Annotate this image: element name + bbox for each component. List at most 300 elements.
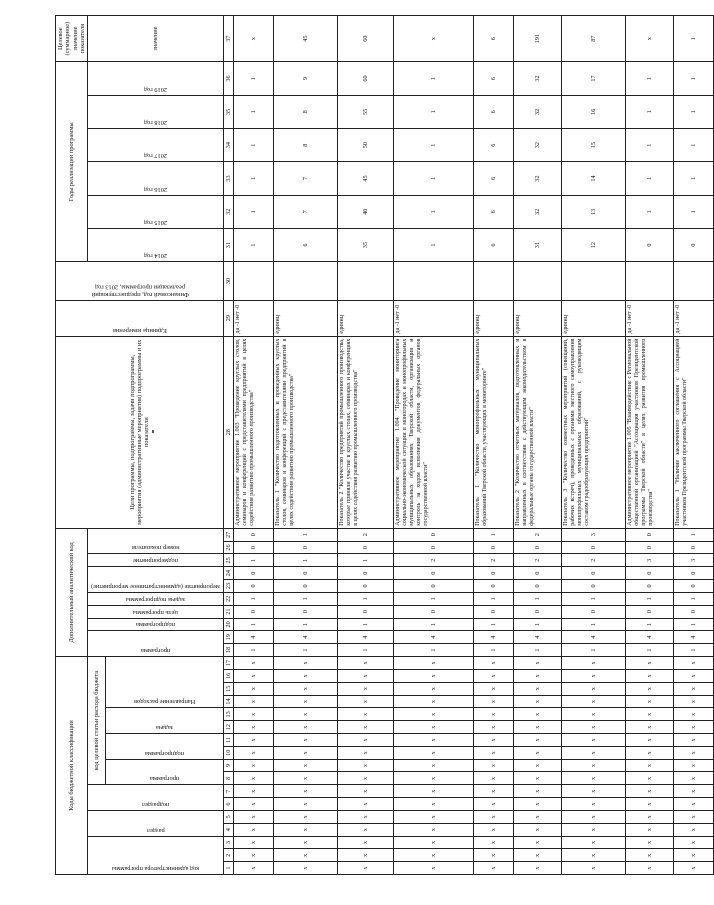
column-number: 16: [224, 670, 234, 683]
code-cell: x: [562, 772, 626, 785]
year-value-cell: 1: [674, 162, 714, 195]
header-unit: Единица измерения: [56, 300, 224, 336]
column-number: 18: [224, 644, 234, 657]
code-cell: 1: [674, 528, 714, 541]
code-cell: 0: [274, 567, 338, 580]
code-cell: x: [562, 810, 626, 823]
column-number: 17: [224, 656, 234, 669]
code-cell: x: [562, 682, 626, 695]
code-cell: x: [474, 798, 514, 811]
code-cell: 0: [626, 567, 674, 580]
code-cell: x: [338, 734, 394, 747]
code-cell: x: [562, 785, 626, 798]
header-goals: Цели программы, подпрограммы, задачи подпрограммы, мероприятия (административные мероприятия) подпрограммы и их показатели: [56, 336, 224, 528]
year-value-cell: 0: [674, 228, 714, 261]
code-cell: x: [474, 823, 514, 836]
code-cell: x: [674, 682, 714, 695]
code-cell: 0: [274, 541, 338, 554]
indicator-description: Административное мероприятие 1.003 "Проведение круглых столов, семинаров и конференций с представителями предприятий в целях содействия развитию промышленного производства": [234, 336, 274, 528]
code-cell: x: [274, 823, 338, 836]
column-number: 19: [224, 631, 234, 644]
code-cell: x: [394, 734, 474, 747]
column-number: 26: [224, 541, 234, 554]
code-cell: 0: [674, 567, 714, 580]
fin-year-cell: [674, 262, 714, 300]
code-cell: x: [674, 670, 714, 683]
year-value-cell: 1: [626, 195, 674, 228]
column-number: 33: [224, 162, 234, 195]
code-cell: 2: [394, 554, 474, 567]
column-number: 35: [224, 95, 234, 128]
code-cell: 0: [626, 605, 674, 618]
code-cell: x: [674, 746, 714, 759]
code-cell: 1: [474, 618, 514, 631]
code-cell: 1: [562, 644, 626, 657]
indicator-description: Административное мероприятие 1.004 "Проведение мониторинга социально-экономической ситуации в моногородах и монопрофильных муниципальных образованиях Тверской области, организация и контроль за ходом исполнения документов федеральных органов государственной власти": [394, 336, 474, 528]
code-cell: x: [338, 759, 394, 772]
table-row: [474, 16, 514, 875]
header-x-nomer: номер показателя: [88, 528, 224, 554]
code-cell: x: [234, 695, 274, 708]
year-value-cell: 1: [626, 62, 674, 95]
code-cell: x: [674, 734, 714, 747]
year-value-cell: 1: [674, 195, 714, 228]
code-cell: 2: [562, 554, 626, 567]
target-value-cell: x: [234, 16, 274, 62]
code-cell: x: [514, 708, 562, 721]
code-cell: 4: [562, 631, 626, 644]
code-cell: 1: [626, 644, 674, 657]
column-number: 5: [224, 810, 234, 823]
unit-cell: единиц: [562, 300, 626, 336]
code-cell: x: [474, 721, 514, 734]
code-cell: x: [474, 670, 514, 683]
code-cell: 2: [338, 528, 394, 541]
indicator-description: Показатель 3 "Количество совместных мероприятий (совещаний, рабочих встреч), проведенных с органами местного самоуправления монопрофильных муниципальных образований, с руководящим составом градообразующих предприятий": [562, 336, 626, 528]
table-row: [274, 16, 338, 875]
code-cell: x: [514, 721, 562, 734]
code-cell: x: [274, 746, 338, 759]
code-cell: 3: [674, 554, 714, 567]
code-cell: 1: [234, 618, 274, 631]
code-cell: x: [338, 823, 394, 836]
code-cell: x: [562, 708, 626, 721]
unit-cell: единиц: [514, 300, 562, 336]
fin-year-cell: [626, 262, 674, 300]
year-value-cell: 15: [562, 129, 626, 162]
code-cell: x: [338, 862, 394, 875]
code-cell: x: [514, 862, 562, 875]
year-value-cell: 6: [274, 228, 338, 261]
code-cell: x: [514, 785, 562, 798]
code-cell: 0: [562, 567, 626, 580]
code-cell: x: [474, 836, 514, 849]
code-cell: x: [474, 759, 514, 772]
code-cell: x: [626, 862, 674, 875]
code-cell: x: [514, 734, 562, 747]
code-cell: 1: [234, 592, 274, 605]
code-cell: x: [674, 823, 714, 836]
rotated-table-wrapper: [55, 15, 698, 875]
code-cell: 1: [274, 618, 338, 631]
year-value-cell: 32: [514, 62, 562, 95]
code-cell: x: [338, 785, 394, 798]
year-value-cell: 55: [338, 95, 394, 128]
code-cell: 1: [338, 554, 394, 567]
table-row: [338, 16, 394, 875]
code-cell: x: [394, 810, 474, 823]
header-cs-napr: Направление расходов: [106, 656, 224, 707]
code-cell: x: [338, 721, 394, 734]
code-cell: 1: [562, 592, 626, 605]
year-value-cell: 6: [474, 162, 514, 195]
year-value-cell: 32: [514, 195, 562, 228]
code-cell: x: [274, 682, 338, 695]
code-cell: 0: [514, 605, 562, 618]
unit-cell: да -1 нет -0: [674, 300, 714, 336]
header-year-3: 2016 год: [88, 162, 224, 195]
code-cell: x: [234, 810, 274, 823]
target-value-cell: 45: [274, 16, 338, 62]
code-cell: x: [274, 849, 338, 862]
code-cell: x: [234, 849, 274, 862]
header-podrazdel: подраздел: [88, 785, 224, 811]
code-cell: 0: [394, 528, 474, 541]
code-cell: 1: [674, 592, 714, 605]
code-cell: x: [674, 785, 714, 798]
year-value-cell: 1: [234, 195, 274, 228]
code-cell: x: [514, 798, 562, 811]
code-cell: x: [394, 682, 474, 695]
code-cell: x: [474, 734, 514, 747]
column-number: 21: [224, 605, 234, 618]
column-number: 29: [224, 300, 234, 336]
code-cell: 1: [394, 644, 474, 657]
year-value-cell: 6: [474, 129, 514, 162]
column-number: 30: [224, 262, 234, 300]
code-cell: x: [626, 746, 674, 759]
code-cell: x: [234, 656, 274, 669]
code-cell: 0: [338, 567, 394, 580]
indicator-description: Показатель 1 "Количество подготовленных и проведенных круглых столов, семинаров и конференций с представителями предприятий в целях содействия развитию промышленного производства": [274, 336, 338, 528]
code-cell: x: [674, 836, 714, 849]
code-cell: 0: [562, 580, 626, 593]
code-cell: 1: [514, 592, 562, 605]
fin-year-cell: [338, 262, 394, 300]
code-cell: 2: [514, 528, 562, 541]
code-cell: x: [674, 810, 714, 823]
code-cell: x: [234, 734, 274, 747]
column-number: 36: [224, 62, 234, 95]
code-cell: 1: [338, 644, 394, 657]
unit-cell: единиц: [338, 300, 394, 336]
year-value-cell: 1: [394, 228, 474, 261]
code-cell: x: [562, 759, 626, 772]
code-cell: 4: [626, 631, 674, 644]
code-cell: x: [274, 670, 338, 683]
code-cell: x: [562, 823, 626, 836]
code-cell: x: [674, 695, 714, 708]
year-value-cell: 1: [626, 129, 674, 162]
column-number: 34: [224, 129, 234, 162]
table-row: [674, 16, 714, 875]
code-cell: 0: [234, 580, 274, 593]
year-value-cell: 8: [274, 129, 338, 162]
unit-cell: единиц: [274, 300, 338, 336]
header-cs-podprog: подпрограмма: [106, 734, 224, 760]
year-value-cell: 1: [234, 129, 274, 162]
year-value-cell: 40: [338, 195, 394, 228]
target-value-cell: 87: [562, 16, 626, 62]
code-cell: x: [338, 849, 394, 862]
code-cell: x: [562, 836, 626, 849]
code-cell: x: [394, 836, 474, 849]
code-cell: 1: [338, 592, 394, 605]
code-cell: 0: [394, 567, 474, 580]
code-cell: x: [338, 836, 394, 849]
target-value-cell: 191: [514, 16, 562, 62]
code-cell: 2: [514, 554, 562, 567]
header-row-1: [56, 16, 88, 875]
code-cell: x: [394, 849, 474, 862]
code-cell: 0: [474, 580, 514, 593]
code-cell: x: [514, 682, 562, 695]
code-cell: x: [674, 772, 714, 785]
code-cell: x: [562, 862, 626, 875]
indicator-description: Показатель 1 "Наличие заключенного соглашения с Ассоциацией участников Президентской программы Тверской области": [674, 336, 714, 528]
code-cell: 4: [514, 631, 562, 644]
column-number: 37: [224, 16, 234, 62]
year-value-cell: 1: [234, 228, 274, 261]
code-cell: x: [338, 772, 394, 785]
indicator-description: Административное мероприятие 1.005 "Взаимодействие с Региональной общественной организацией "Ассоциация участников Президентской программы Тверской области" в целях развития промышленного производства": [626, 336, 674, 528]
column-number: 10: [224, 746, 234, 759]
header-extra-codes: Дополнительный аналитический код: [56, 528, 88, 656]
code-cell: 1: [626, 618, 674, 631]
code-cell: x: [234, 836, 274, 849]
header-years: Годы реализации программы: [56, 62, 88, 262]
year-value-cell: 6: [474, 195, 514, 228]
code-cell: x: [234, 670, 274, 683]
code-cell: x: [474, 746, 514, 759]
code-cell: x: [234, 772, 274, 785]
year-value-cell: 6: [474, 62, 514, 95]
code-cell: 0: [674, 605, 714, 618]
code-cell: 0: [626, 541, 674, 554]
code-cell: x: [626, 734, 674, 747]
year-value-cell: 6: [474, 228, 514, 261]
column-number: 2: [224, 849, 234, 862]
code-cell: x: [626, 759, 674, 772]
year-value-cell: 1: [626, 162, 674, 195]
code-cell: 1: [514, 618, 562, 631]
code-cell: x: [274, 798, 338, 811]
column-number: 32: [224, 195, 234, 228]
year-value-cell: 1: [394, 95, 474, 128]
header-cs-code: код целевой статьи расхода бюджета: [88, 656, 106, 784]
target-value-cell: 60: [338, 16, 394, 62]
code-cell: 1: [626, 592, 674, 605]
code-cell: x: [338, 708, 394, 721]
code-cell: x: [394, 823, 474, 836]
year-value-cell: 50: [338, 129, 394, 162]
indicator-description: Показатель 1 "Количество монопрофильных муниципальных образований Тверской области, участвующих в мониторинге": [474, 336, 514, 528]
column-number: 22: [224, 592, 234, 605]
code-cell: x: [626, 656, 674, 669]
code-cell: x: [514, 823, 562, 836]
year-value-cell: 0: [626, 228, 674, 261]
code-cell: 0: [394, 580, 474, 593]
code-cell: x: [274, 656, 338, 669]
code-cell: x: [394, 759, 474, 772]
header-target: Целевое (суммарное) значение показателя: [56, 16, 88, 62]
code-cell: x: [338, 670, 394, 683]
year-value-cell: 7: [274, 195, 338, 228]
header-year-5: 2018 год: [88, 95, 224, 128]
column-number: 12: [224, 721, 234, 734]
code-cell: 0: [274, 580, 338, 593]
code-cell: x: [274, 759, 338, 772]
column-number: 9: [224, 759, 234, 772]
code-cell: 1: [674, 618, 714, 631]
code-cell: x: [626, 798, 674, 811]
year-value-cell: 1: [394, 162, 474, 195]
column-numbers-row: [224, 16, 234, 875]
code-cell: x: [394, 785, 474, 798]
header-x-podprog: подпрограмма: [88, 618, 224, 631]
code-cell: x: [474, 708, 514, 721]
code-cell: 4: [474, 631, 514, 644]
code-cell: x: [674, 656, 714, 669]
column-number: 11: [224, 734, 234, 747]
code-cell: x: [274, 695, 338, 708]
column-number: 1: [224, 862, 234, 875]
code-cell: 1: [674, 644, 714, 657]
fin-year-cell: [234, 262, 274, 300]
code-cell: x: [394, 798, 474, 811]
header-year-1: 2014 год: [88, 228, 224, 261]
code-cell: 0: [474, 605, 514, 618]
code-cell: 0: [626, 580, 674, 593]
column-number: 13: [224, 708, 234, 721]
column-number: 14: [224, 695, 234, 708]
code-cell: 0: [474, 567, 514, 580]
code-cell: x: [234, 721, 274, 734]
code-cell: x: [338, 810, 394, 823]
code-cell: x: [274, 708, 338, 721]
code-cell: x: [394, 695, 474, 708]
code-cell: x: [474, 656, 514, 669]
year-value-cell: 32: [514, 162, 562, 195]
code-cell: x: [474, 785, 514, 798]
table-row: [394, 16, 474, 875]
code-cell: x: [626, 823, 674, 836]
code-cell: 0: [514, 567, 562, 580]
code-cell: x: [394, 772, 474, 785]
year-value-cell: 17: [562, 62, 626, 95]
year-value-cell: 1: [674, 95, 714, 128]
code-cell: 0: [626, 528, 674, 541]
code-cell: x: [514, 656, 562, 669]
code-cell: 0: [674, 580, 714, 593]
column-number: 31: [224, 228, 234, 261]
year-value-cell: 12: [562, 228, 626, 261]
fin-year-cell: [394, 262, 474, 300]
code-cell: x: [394, 708, 474, 721]
year-value-cell: 35: [338, 228, 394, 261]
code-cell: x: [338, 656, 394, 669]
code-cell: x: [514, 849, 562, 862]
table-row: [514, 16, 562, 875]
code-cell: x: [394, 746, 474, 759]
year-value-cell: 1: [234, 62, 274, 95]
code-cell: x: [674, 759, 714, 772]
code-cell: x: [514, 746, 562, 759]
code-cell: x: [674, 849, 714, 862]
code-cell: 4: [274, 631, 338, 644]
code-cell: 1: [234, 644, 274, 657]
year-value-cell: 13: [562, 195, 626, 228]
header-x-prog: программа: [88, 631, 224, 657]
target-value-cell: x: [394, 16, 474, 62]
year-value-cell: 60: [338, 62, 394, 95]
header-fin-year: Финансовый год, предшествующий реализации программы, 2013 год: [56, 262, 224, 300]
code-cell: x: [394, 862, 474, 875]
code-cell: x: [562, 849, 626, 862]
year-value-cell: 1: [674, 129, 714, 162]
year-value-cell: 1: [234, 95, 274, 128]
code-cell: x: [626, 772, 674, 785]
code-cell: x: [394, 721, 474, 734]
code-cell: 1: [274, 592, 338, 605]
code-cell: x: [626, 785, 674, 798]
code-cell: x: [562, 670, 626, 683]
code-cell: 0: [394, 541, 474, 554]
header-x-podmer: подмероприятие: [88, 554, 224, 567]
code-cell: x: [626, 849, 674, 862]
year-value-cell: 1: [394, 129, 474, 162]
code-cell: x: [514, 836, 562, 849]
code-cell: x: [562, 695, 626, 708]
code-cell: 0: [338, 605, 394, 618]
code-cell: 4: [394, 631, 474, 644]
fin-year-cell: [514, 262, 562, 300]
column-number: 4: [224, 823, 234, 836]
column-number: 23: [224, 580, 234, 593]
unit-cell: единиц: [474, 300, 514, 336]
code-cell: 1: [474, 644, 514, 657]
code-cell: x: [562, 746, 626, 759]
code-cell: x: [474, 772, 514, 785]
code-cell: x: [474, 695, 514, 708]
code-cell: x: [338, 746, 394, 759]
code-cell: 1: [234, 554, 274, 567]
year-value-cell: 1: [394, 62, 474, 95]
target-value-cell: 6: [474, 16, 514, 62]
code-cell: x: [274, 785, 338, 798]
code-cell: 1: [474, 592, 514, 605]
header-cs-zadacha: задача: [106, 708, 224, 734]
code-cell: 3: [626, 554, 674, 567]
code-cell: x: [234, 823, 274, 836]
header-razdel: раздел: [88, 810, 224, 836]
code-cell: x: [394, 656, 474, 669]
year-value-cell: 45: [338, 162, 394, 195]
fin-year-cell: [474, 262, 514, 300]
table-row: [562, 16, 626, 875]
header-year-4: 2017 год: [88, 129, 224, 162]
year-value-cell: 1: [626, 95, 674, 128]
